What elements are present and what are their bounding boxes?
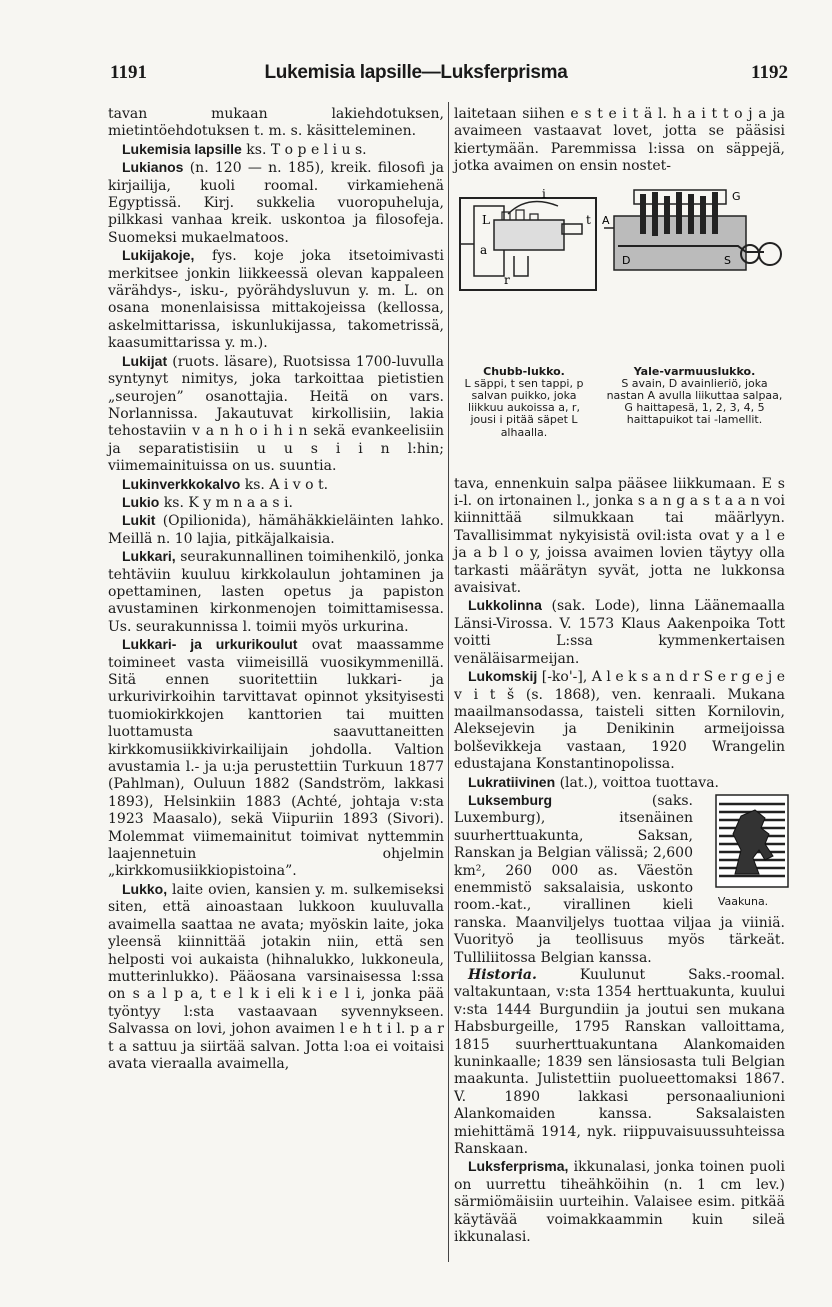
entry: Lukit (Opilionida), hämähäkkieläinten lahko. Meillä n. 10 lajia, pitkäjalkaisia. (108, 512, 444, 547)
headword: Lukkari, (122, 548, 176, 565)
chubb-label-t: t (586, 212, 591, 227)
yale-title: Yale-varmuuslukko. (633, 364, 756, 378)
headword: Lukio (122, 493, 160, 510)
yale-caption: Yale-varmuuslukko. S avain, D avainlieriö, joka nastan A avulla liikuttaa salpaa, G haittapesä, 1, 2, 3, 4, 5 haittapuikot tai -lamellit. (604, 366, 785, 427)
entry: Lukinverkkokalvo ks. A i v o t. (122, 475, 329, 493)
entry: Vaakuna. Luksemburg (saks. Luxemburg), itsenäinen suurherttuakunta, Saksan, Ranskan ja Belgian välissä; 2,600 km², 260 000 as. Väestön enemmistö saksalaisia, uskonto room.-kat., virallinen kieli ranska. Maanviljelys tuottaa viljaa ja viiniä. Vuorityö ja teollisuus myös tärkeät. Tulliliitossa Belgian kanssa. (454, 792, 785, 967)
entry: Lukkari, seurakunnallinen toimihenkilö, jonka tehtäviin kuuluu kirkkolaulun johtaminen ja opettaminen, lasten opetus ja papiston avustaminen kirkonmenojen toimittamisessa. Us. seurakunnissa l. toimii myös urkurina. (108, 548, 444, 635)
headword: Luksferprisma, (468, 1158, 569, 1175)
column-divider (448, 102, 449, 1262)
entry-continuation: laitetaan siihen e s t e i t ä l. h a i t t o j a ja avaimeen vastaavat lovet, jotta se pääsisi kiertymään. Paremmissa l:issa on säppejä, jotka avaimen on ensin nostet- (454, 106, 785, 175)
headword: Luksemburg (468, 791, 553, 808)
entry: Lukko, laite ovien, kansien y. m. sulkemiseksi siten, että ainoastaan lukkoon kuuluvalla avaimella saattaa ne avata; myöskin laite, joka yleensä kiinnittää jotakin niin, että sen helposti voi aukaista (hihnalukko, lukkoneula, mutterinlukko). Pääosana varsinaisessa l:ssa on s a l p a, t e l k i eli k i e l i, jonka pää työntyy l:sta vastaavaan syvennykseen. Salvassa on lovi, johon avaimen l e h t i l. p a r t a sattuu ja siirtää salvan. Jotta l:oa ei voitaisi avata vieraalla avaimella, (108, 880, 444, 1072)
entry: Lukio ks. K y m n a a s i. (122, 493, 293, 511)
chubb-lock-figure (458, 184, 608, 294)
entry: Lukomskij [-ko'-], A l e k s a n d r S e r g e j e v i t š (s. 1868), ven. kenraali. Mukana maailmansodassa, taisteli sitten Kornilovin, Aleksejevin ja Denikinin armeijoissa bolševikkeja vastaan, 1920 Wrangelin edustajana Konstantinopolissa. (454, 668, 785, 773)
chubb-label-L: L (482, 212, 490, 227)
headword: Lukemisia lapsille (122, 140, 242, 157)
yale-label-S: S (724, 253, 731, 267)
coat-of-arms (701, 794, 785, 911)
entry: Lukianos (n. 120 — n. 185), kreik. filosofi ja kirjailija, kuoli roomal. virkamiehenä Egyptissä. Kirj. sukkelia vuoropuheluja, pilkkasi vanhaa kreik. uskontoa ja filosofeja. Suomeksi mukaelmatoos. (108, 159, 444, 246)
running-head: Lukemisia lapsille—Luksferprisma (264, 62, 568, 83)
entry: tavan mukaan lakiehdotuksen, mietintöehdotuksen t. m. s. käsitteleminen. (108, 106, 444, 140)
chubb-label-a: a (480, 242, 488, 257)
entry: Lukijakoje, fys. koje joka itsetoimivasti merkitsee jonkin liikkeessä olevan kappaleen värähdys-, isku-, pyörähdysluvun y. m. L. on osana monenlaisissa mittakojeissa (kellossa, askelmittarissa, iskunlukijassa, takometrissä, kaasumittarissa y. m.). (108, 247, 444, 352)
yale-label-G: G (732, 189, 741, 203)
headword-italic: Historia. (468, 967, 537, 983)
right-page-number: 1192 (751, 62, 788, 83)
headword: Lukijakoje, (122, 247, 195, 264)
left-page-number: 1191 (110, 62, 147, 83)
entry: Lukratiivinen (lat.), voittoa tuottava. (468, 773, 719, 791)
headword: Lukijat (122, 352, 168, 369)
headword: Lukko, (122, 880, 168, 897)
chubb-label-r: r (504, 272, 510, 287)
entry: Lukkolinna (sak. Lode), linna Läänemaalla Länsi-Virossa. V. 1573 Klaus Aakenpoika Tott voitti L:ssa kymmenkertaisen venäläisarmeijan. (454, 597, 785, 667)
headword: Lukianos (122, 159, 184, 176)
page-header (0, 62, 832, 92)
headword: Lukomskij (468, 668, 538, 685)
entry: Luksferprisma, ikkunalasi, jonka toinen puoli on uurrettu tiheähköihin (n. 1 cm lev.) särmiömäisiin uurteihin. Valaisee esim. pitkää käytävää voimakkaammin kuin sileä ikkunalasi. (454, 1158, 785, 1246)
entry: Lukkari- ja urkurikoulut ovat maassamme toimineet vasta viimeisillä vuosikymmenillä. Sitä ennen suoritettiin lukkari- ja urkurivirkoihin tarvittavat opinnot yksityisesti tuomiokirkkojen kanttorien tai muitten luottamusta saavuttaneitten kirkkomusiikkivirkailijain johdolla. Valtion avustamia l.- ja u:ja perustettiin Turkuun 1877 (Pahlman), Ouluun 1882 (Sandström, lakkasi 1893), Helsinkiin 1883 (Achté, johtaja v:sta 1923 Maasalo), sekä Viipuriin 1893 (Sivori). Molemmat viimemainitut toimivat nyttemmin laajennetuin ohjelmin „kirkkomusiikkiopistoina”. (108, 636, 444, 880)
entry: Lukijat (ruots. läsare), Ruotsissa 1700-luvulla syntynyt nimitys, joka tarkoittaa pietistien „seurojen” osanottajia. Heitä on vars. Norlannissa. Jakautuvat kirkollisiin, lakia tehostaviin v a n h o i h i n sekä evankeelisiin ja separatistisiin u u s i i n l:hin; viimemainituissa on us. suuntia. (108, 352, 444, 475)
coat-caption: Vaakuna. (717, 895, 769, 909)
yale-label-A: A (602, 213, 610, 227)
chubb-label-i: i (542, 186, 546, 201)
lock-figures (454, 180, 785, 470)
chubb-title: Chubb-lukko. (483, 364, 565, 378)
luxembourg-coat-of-arms-icon (715, 794, 789, 888)
headword: Lukinverkkokalvo (122, 475, 241, 492)
yale-lock-figure (600, 188, 786, 292)
entry: Historia. Kuulunut Saks.-roomal. valtakuntaan, v:sta 1354 herttuakunta, kuului v:sta 1444 Burgundiin ja joutui sen mukana Habsburgeille, 1795 Ranskan valloittama, 1815 suurherttuakuntana Alankomaiden kuninkaalle; 1839 sen länsiosasta tuli Belgian maakunta. Julistettiin puolueettomaksi 1867. V. 1890 lakkasi personaaliunioni Alankomaiden kanssa. Saksalaisten miehittämä 1914, nyk. riippuvaisuussuhteissa Ranskaan. (454, 967, 785, 1158)
headword: Lukit (122, 512, 156, 529)
chubb-caption: Chubb-lukko. L säppi, t sen tappi, p salvan puikko, joka liikkuu aukoissa a, r, jousi i pitää säpet L alhaalla. (454, 366, 594, 439)
entry-continuation: tava, ennenkuin salpa pääsee liikkumaan. E s i-l. on irtonainen l., jonka s a n g a s t a a n voi kiinnittää silmukkaan tai määrlyyn. Tavallisimmat nykyisistä ovil:ista ovat y a l e ja a b l o y, joissa avaimen lovien täytyy olla tarkasti määrätyn syvät, jotta ne lukkonsa avaisivat. (454, 475, 785, 597)
right-column (454, 106, 785, 1247)
left-column (108, 106, 444, 1073)
headword: Lukkolinna (468, 597, 542, 614)
headword: Lukkari- ja urkurikoulut (122, 636, 298, 653)
headword: Lukratiivinen (468, 773, 556, 790)
entry: Lukemisia lapsille ks. T o p e l i u s. (122, 140, 367, 158)
yale-label-D: D (622, 253, 631, 267)
